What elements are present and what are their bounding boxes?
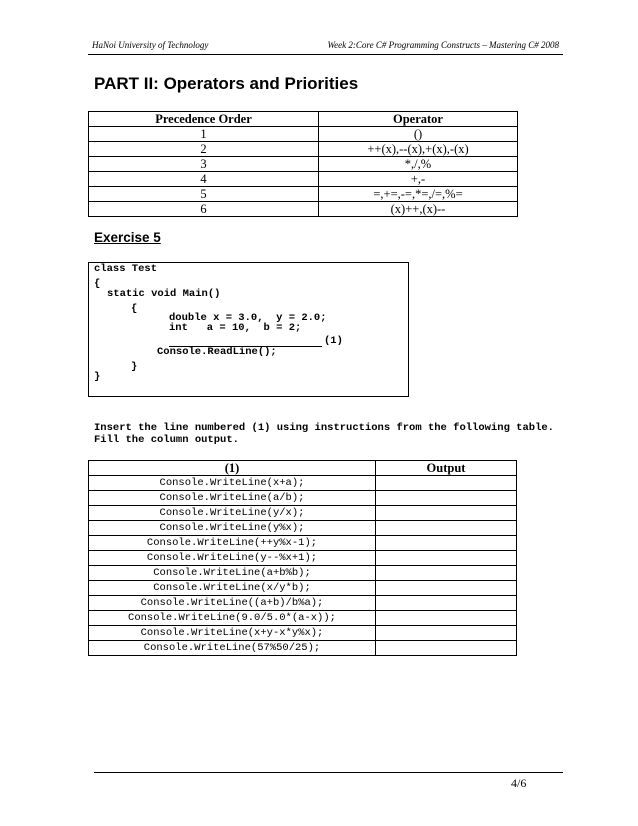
table-row — [89, 566, 517, 581]
table-row — [89, 626, 517, 641]
code-line: class Test — [94, 263, 158, 275]
precedence-cell: 3 — [89, 157, 319, 172]
table-row — [89, 476, 517, 491]
table-row — [89, 491, 517, 506]
output-cell[interactable] — [376, 581, 517, 596]
output-cell[interactable] — [376, 551, 517, 566]
expression-cell: Console.WriteLine(y/x); — [89, 506, 376, 521]
output-cell[interactable] — [376, 506, 517, 521]
table-row — [89, 172, 518, 187]
output-cell[interactable] — [376, 521, 517, 536]
table-row — [89, 581, 517, 596]
code-line: int a = 10, b = 2; — [169, 322, 302, 334]
exercise-heading: Exercise 5 — [94, 230, 161, 245]
expression-cell: Console.WriteLine(a+b%b); — [89, 566, 376, 581]
code-line: } — [94, 371, 101, 383]
expression-cell: Console.WriteLine(++y%x-1); — [89, 536, 376, 551]
instruction-text: Fill the column output. — [94, 434, 239, 446]
output-cell[interactable] — [376, 536, 517, 551]
operator-cell: () — [319, 127, 518, 142]
expression-cell: Console.WriteLine(y%x); — [89, 521, 376, 536]
code-line: static void Main() — [107, 288, 221, 300]
header-course: Week 2:Core C# Programming Constructs – Mastering C# 2008 — [327, 40, 559, 50]
precedence-table — [88, 111, 518, 217]
table-row — [89, 521, 517, 536]
column-header-output: Output — [376, 461, 517, 476]
page-title: PART II: Operators and Priorities — [94, 74, 359, 93]
table-header-row — [89, 461, 517, 476]
table-row — [89, 506, 517, 521]
column-header-operator: Operator — [319, 112, 518, 127]
expression-cell: Console.WriteLine(x+a); — [89, 476, 376, 491]
operator-cell: ++(x),--(x),+(x),-(x) — [319, 142, 518, 157]
table-row — [89, 202, 518, 217]
precedence-cell: 1 — [89, 127, 319, 142]
code-line: double x = 3.0, y = 2.0; — [169, 312, 327, 324]
table-header-row — [89, 112, 518, 127]
header-university: HaNoi University of Technology — [92, 40, 209, 50]
expression-cell: Console.WriteLine(x/y*b); — [89, 581, 376, 596]
output-cell[interactable] — [376, 566, 517, 581]
precedence-cell: 6 — [89, 202, 319, 217]
operator-cell: (x)++,(x)-- — [319, 202, 518, 217]
operator-cell: +,- — [319, 172, 518, 187]
expression-cell: Console.WriteLine(y--%x+1); — [89, 551, 376, 566]
expression-cell: Console.WriteLine(57%50/25); — [89, 641, 376, 656]
footer-divider — [94, 772, 563, 773]
expression-cell: Console.WriteLine(a/b); — [89, 491, 376, 506]
precedence-cell: 4 — [89, 172, 319, 187]
column-header-precedence: Precedence Order — [89, 112, 319, 127]
operator-cell: =,+=,-=,*=,/=,%= — [319, 187, 518, 202]
code-line: { — [94, 278, 101, 290]
output-cell[interactable] — [376, 491, 517, 506]
table-row — [89, 641, 517, 656]
table-row — [89, 142, 518, 157]
operator-cell: *,/,% — [319, 157, 518, 172]
table-row — [89, 536, 517, 551]
page-header — [88, 40, 563, 55]
expression-cell: Console.WriteLine(x+y-x*y%x); — [89, 626, 376, 641]
table-row — [89, 596, 517, 611]
table-row — [89, 157, 518, 172]
table-row — [89, 187, 518, 202]
precedence-cell: 2 — [89, 142, 319, 157]
table-row — [89, 611, 517, 626]
expression-cell: Console.WriteLine((a+b)/b%a); — [89, 596, 376, 611]
code-line: Console.ReadLine(); — [157, 346, 277, 358]
table-row — [89, 127, 518, 142]
code-line: { — [131, 303, 138, 315]
output-cell[interactable] — [376, 611, 517, 626]
code-line: } — [131, 361, 138, 373]
table-row — [89, 551, 517, 566]
column-header-expression: (1) — [89, 461, 376, 476]
output-table — [88, 460, 517, 656]
precedence-cell: 5 — [89, 187, 319, 202]
expression-cell: Console.WriteLine(9.0/5.0*(a-x)); — [89, 611, 376, 626]
output-cell[interactable] — [376, 626, 517, 641]
output-cell[interactable] — [376, 476, 517, 491]
code-line-marker: (1) — [324, 335, 343, 347]
output-cell[interactable] — [376, 641, 517, 656]
page-number: 4/6 — [511, 776, 527, 790]
output-cell[interactable] — [376, 596, 517, 611]
instruction-text: Insert the line numbered (1) using instructions from the following table. — [94, 422, 554, 434]
